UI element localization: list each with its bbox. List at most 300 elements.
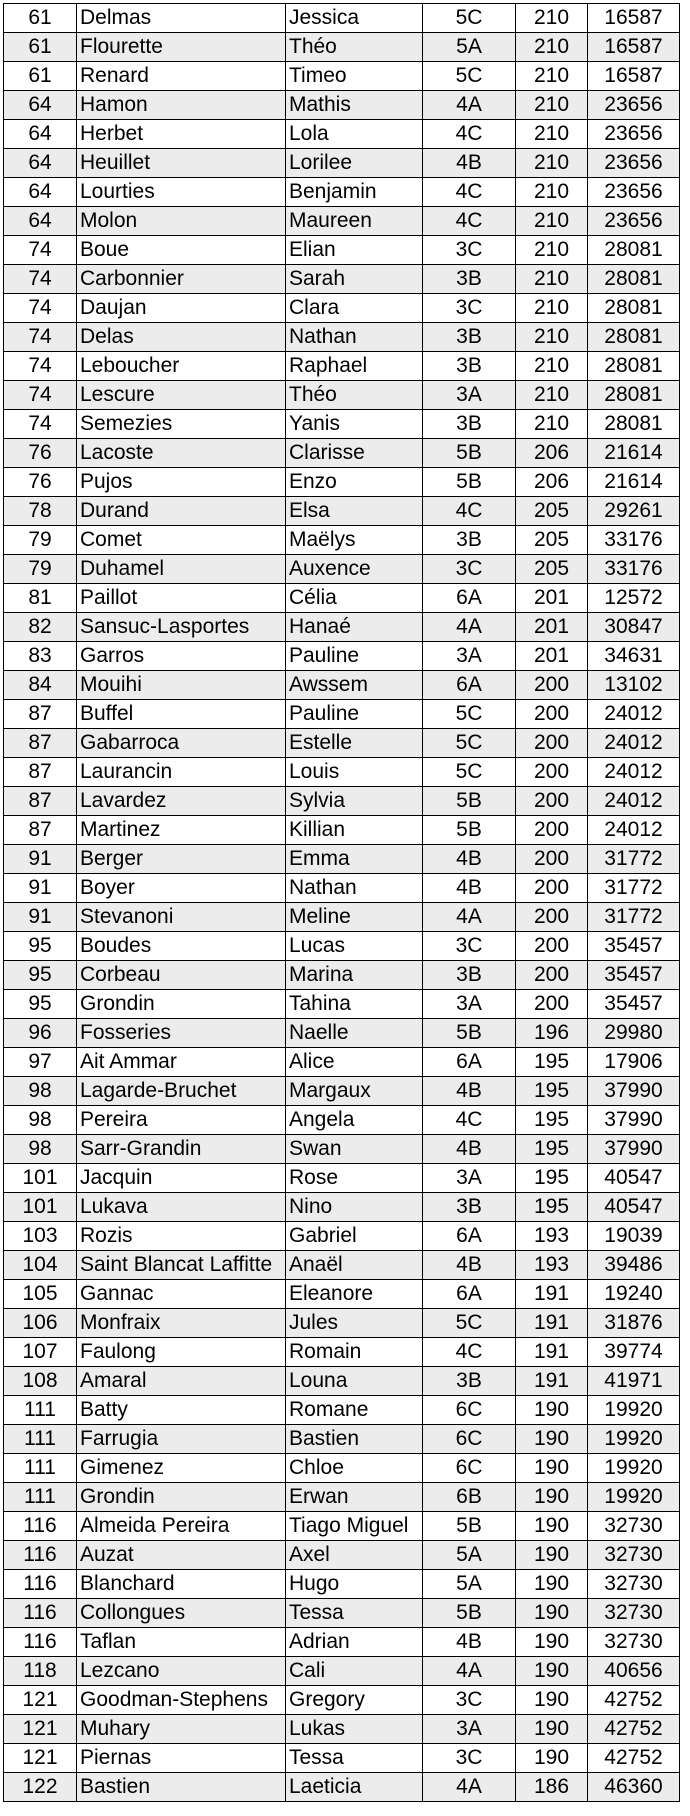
first-name-cell[interactable]: Lukas [286, 1715, 423, 1744]
rank-cell[interactable]: 79 [4, 555, 77, 584]
first-name-cell[interactable]: Cali [286, 1657, 423, 1686]
last-name-cell[interactable]: Goodman-Stephens [77, 1686, 286, 1715]
first-name-cell[interactable]: Tessa [286, 1599, 423, 1628]
first-name-cell[interactable]: Killian [286, 816, 423, 845]
class-cell[interactable]: 4A [423, 91, 516, 120]
score-cell[interactable]: 210 [516, 62, 588, 91]
score-cell[interactable]: 206 [516, 468, 588, 497]
class-cell[interactable]: 3B [423, 526, 516, 555]
rank-cell[interactable]: 121 [4, 1686, 77, 1715]
first-name-cell[interactable]: Mathis [286, 91, 423, 120]
last-name-cell[interactable]: Pujos [77, 468, 286, 497]
rank-cell[interactable]: 82 [4, 613, 77, 642]
class-cell[interactable]: 3C [423, 555, 516, 584]
last-name-cell[interactable]: Farrugia [77, 1425, 286, 1454]
id-cell[interactable]: 30847 [588, 613, 680, 642]
class-cell[interactable]: 4B [423, 1251, 516, 1280]
score-cell[interactable]: 195 [516, 1193, 588, 1222]
score-cell[interactable]: 205 [516, 497, 588, 526]
id-cell[interactable]: 23656 [588, 91, 680, 120]
last-name-cell[interactable]: Hamon [77, 91, 286, 120]
first-name-cell[interactable]: Hanaé [286, 613, 423, 642]
class-cell[interactable]: 3B [423, 323, 516, 352]
last-name-cell[interactable]: Boudes [77, 932, 286, 961]
rank-cell[interactable]: 111 [4, 1454, 77, 1483]
rank-cell[interactable]: 116 [4, 1599, 77, 1628]
last-name-cell[interactable]: Lukava [77, 1193, 286, 1222]
class-cell[interactable]: 3A [423, 642, 516, 671]
last-name-cell[interactable]: Lourties [77, 178, 286, 207]
score-cell[interactable]: 200 [516, 845, 588, 874]
id-cell[interactable]: 19920 [588, 1396, 680, 1425]
class-cell[interactable]: 5B [423, 439, 516, 468]
first-name-cell[interactable]: Hugo [286, 1570, 423, 1599]
class-cell[interactable]: 5C [423, 758, 516, 787]
last-name-cell[interactable]: Gimenez [77, 1454, 286, 1483]
first-name-cell[interactable]: Maëlys [286, 526, 423, 555]
class-cell[interactable]: 6B [423, 1483, 516, 1512]
first-name-cell[interactable]: Emma [286, 845, 423, 874]
id-cell[interactable]: 19920 [588, 1454, 680, 1483]
id-cell[interactable]: 33176 [588, 555, 680, 584]
last-name-cell[interactable]: Garros [77, 642, 286, 671]
rank-cell[interactable]: 87 [4, 700, 77, 729]
last-name-cell[interactable]: Berger [77, 845, 286, 874]
score-cell[interactable]: 201 [516, 642, 588, 671]
last-name-cell[interactable]: Laurancin [77, 758, 286, 787]
first-name-cell[interactable]: Gregory [286, 1686, 423, 1715]
first-name-cell[interactable]: Bastien [286, 1425, 423, 1454]
first-name-cell[interactable]: Jules [286, 1309, 423, 1338]
id-cell[interactable]: 23656 [588, 207, 680, 236]
class-cell[interactable]: 6A [423, 1048, 516, 1077]
class-cell[interactable]: 4C [423, 1338, 516, 1367]
score-cell[interactable]: 200 [516, 874, 588, 903]
class-cell[interactable]: 3A [423, 1164, 516, 1193]
rank-cell[interactable]: 116 [4, 1628, 77, 1657]
rank-cell[interactable]: 74 [4, 381, 77, 410]
id-cell[interactable]: 39774 [588, 1338, 680, 1367]
rank-cell[interactable]: 106 [4, 1309, 77, 1338]
first-name-cell[interactable]: Gabriel [286, 1222, 423, 1251]
class-cell[interactable]: 4A [423, 903, 516, 932]
last-name-cell[interactable]: Gannac [77, 1280, 286, 1309]
score-cell[interactable]: 210 [516, 120, 588, 149]
class-cell[interactable]: 5C [423, 62, 516, 91]
last-name-cell[interactable]: Grondin [77, 990, 286, 1019]
first-name-cell[interactable]: Sarah [286, 265, 423, 294]
first-name-cell[interactable]: Margaux [286, 1077, 423, 1106]
score-cell[interactable]: 210 [516, 410, 588, 439]
rank-cell[interactable]: 74 [4, 410, 77, 439]
score-cell[interactable]: 193 [516, 1251, 588, 1280]
score-cell[interactable]: 195 [516, 1135, 588, 1164]
score-cell[interactable]: 210 [516, 236, 588, 265]
score-cell[interactable]: 191 [516, 1338, 588, 1367]
last-name-cell[interactable]: Fosseries [77, 1019, 286, 1048]
rank-cell[interactable]: 116 [4, 1541, 77, 1570]
class-cell[interactable]: 5A [423, 1570, 516, 1599]
last-name-cell[interactable]: Buffel [77, 700, 286, 729]
class-cell[interactable]: 3B [423, 961, 516, 990]
rank-cell[interactable]: 81 [4, 584, 77, 613]
class-cell[interactable]: 6A [423, 1280, 516, 1309]
score-cell[interactable]: 206 [516, 439, 588, 468]
last-name-cell[interactable]: Jacquin [77, 1164, 286, 1193]
first-name-cell[interactable]: Chloe [286, 1454, 423, 1483]
last-name-cell[interactable]: Corbeau [77, 961, 286, 990]
score-cell[interactable]: 200 [516, 787, 588, 816]
first-name-cell[interactable]: Swan [286, 1135, 423, 1164]
id-cell[interactable]: 24012 [588, 729, 680, 758]
rank-cell[interactable]: 111 [4, 1396, 77, 1425]
id-cell[interactable]: 40547 [588, 1164, 680, 1193]
score-cell[interactable]: 200 [516, 990, 588, 1019]
rank-cell[interactable]: 78 [4, 497, 77, 526]
last-name-cell[interactable]: Lescure [77, 381, 286, 410]
score-cell[interactable]: 190 [516, 1657, 588, 1686]
score-cell[interactable]: 200 [516, 961, 588, 990]
first-name-cell[interactable]: Célia [286, 584, 423, 613]
rank-cell[interactable]: 91 [4, 845, 77, 874]
score-cell[interactable]: 190 [516, 1715, 588, 1744]
last-name-cell[interactable]: Stevanoni [77, 903, 286, 932]
first-name-cell[interactable]: Rose [286, 1164, 423, 1193]
last-name-cell[interactable]: Duhamel [77, 555, 286, 584]
rank-cell[interactable]: 98 [4, 1106, 77, 1135]
score-cell[interactable]: 210 [516, 91, 588, 120]
id-cell[interactable]: 33176 [588, 526, 680, 555]
last-name-cell[interactable]: Collongues [77, 1599, 286, 1628]
score-cell[interactable]: 201 [516, 584, 588, 613]
first-name-cell[interactable]: Erwan [286, 1483, 423, 1512]
first-name-cell[interactable]: Nino [286, 1193, 423, 1222]
id-cell[interactable]: 35457 [588, 961, 680, 990]
class-cell[interactable]: 4C [423, 207, 516, 236]
rank-cell[interactable]: 95 [4, 932, 77, 961]
class-cell[interactable]: 6A [423, 1222, 516, 1251]
score-cell[interactable]: 210 [516, 4, 588, 33]
last-name-cell[interactable]: Lavardez [77, 787, 286, 816]
score-cell[interactable]: 191 [516, 1280, 588, 1309]
rank-cell[interactable]: 79 [4, 526, 77, 555]
class-cell[interactable]: 5B [423, 1599, 516, 1628]
id-cell[interactable]: 23656 [588, 120, 680, 149]
score-cell[interactable]: 190 [516, 1599, 588, 1628]
class-cell[interactable]: 3A [423, 381, 516, 410]
rank-cell[interactable]: 87 [4, 787, 77, 816]
rank-cell[interactable]: 116 [4, 1512, 77, 1541]
last-name-cell[interactable]: Daujan [77, 294, 286, 323]
last-name-cell[interactable]: Semezies [77, 410, 286, 439]
first-name-cell[interactable]: Raphael [286, 352, 423, 381]
id-cell[interactable]: 24012 [588, 700, 680, 729]
score-cell[interactable]: 210 [516, 265, 588, 294]
class-cell[interactable]: 3B [423, 352, 516, 381]
rank-cell[interactable]: 76 [4, 468, 77, 497]
rank-cell[interactable]: 61 [4, 62, 77, 91]
class-cell[interactable]: 4A [423, 1657, 516, 1686]
id-cell[interactable]: 35457 [588, 932, 680, 961]
score-cell[interactable]: 190 [516, 1570, 588, 1599]
rank-cell[interactable]: 74 [4, 323, 77, 352]
class-cell[interactable]: 6A [423, 584, 516, 613]
id-cell[interactable]: 37990 [588, 1077, 680, 1106]
rank-cell[interactable]: 121 [4, 1744, 77, 1773]
class-cell[interactable]: 4C [423, 1106, 516, 1135]
id-cell[interactable]: 31772 [588, 874, 680, 903]
id-cell[interactable]: 21614 [588, 468, 680, 497]
last-name-cell[interactable]: Renard [77, 62, 286, 91]
rank-cell[interactable]: 87 [4, 758, 77, 787]
rank-cell[interactable]: 61 [4, 4, 77, 33]
id-cell[interactable]: 16587 [588, 62, 680, 91]
first-name-cell[interactable]: Naelle [286, 1019, 423, 1048]
last-name-cell[interactable]: Taflan [77, 1628, 286, 1657]
rank-cell[interactable]: 111 [4, 1425, 77, 1454]
last-name-cell[interactable]: Delmas [77, 4, 286, 33]
id-cell[interactable]: 32730 [588, 1512, 680, 1541]
score-cell[interactable]: 190 [516, 1512, 588, 1541]
last-name-cell[interactable]: Ait Ammar [77, 1048, 286, 1077]
class-cell[interactable]: 6A [423, 671, 516, 700]
id-cell[interactable]: 31772 [588, 903, 680, 932]
score-cell[interactable]: 210 [516, 323, 588, 352]
score-cell[interactable]: 190 [516, 1396, 588, 1425]
first-name-cell[interactable]: Anaël [286, 1251, 423, 1280]
rank-cell[interactable]: 84 [4, 671, 77, 700]
rank-cell[interactable]: 105 [4, 1280, 77, 1309]
first-name-cell[interactable]: Clara [286, 294, 423, 323]
class-cell[interactable]: 5B [423, 468, 516, 497]
id-cell[interactable]: 32730 [588, 1570, 680, 1599]
first-name-cell[interactable]: Timeo [286, 62, 423, 91]
first-name-cell[interactable]: Clarisse [286, 439, 423, 468]
first-name-cell[interactable]: Jessica [286, 4, 423, 33]
score-cell[interactable]: 200 [516, 729, 588, 758]
score-cell[interactable]: 195 [516, 1106, 588, 1135]
score-cell[interactable]: 191 [516, 1367, 588, 1396]
rank-cell[interactable]: 101 [4, 1193, 77, 1222]
id-cell[interactable]: 31772 [588, 845, 680, 874]
score-cell[interactable]: 205 [516, 555, 588, 584]
last-name-cell[interactable]: Bastien [77, 1773, 286, 1802]
rank-cell[interactable]: 121 [4, 1715, 77, 1744]
class-cell[interactable]: 5B [423, 787, 516, 816]
first-name-cell[interactable]: Tiago Miguel [286, 1512, 423, 1541]
class-cell[interactable]: 5B [423, 1019, 516, 1048]
score-cell[interactable]: 210 [516, 352, 588, 381]
last-name-cell[interactable]: Blanchard [77, 1570, 286, 1599]
first-name-cell[interactable]: Louis [286, 758, 423, 787]
id-cell[interactable]: 28081 [588, 323, 680, 352]
score-cell[interactable]: 186 [516, 1773, 588, 1802]
last-name-cell[interactable]: Sarr-Grandin [77, 1135, 286, 1164]
rank-cell[interactable]: 76 [4, 439, 77, 468]
id-cell[interactable]: 37990 [588, 1106, 680, 1135]
id-cell[interactable]: 19920 [588, 1483, 680, 1512]
rank-cell[interactable]: 103 [4, 1222, 77, 1251]
score-cell[interactable]: 210 [516, 33, 588, 62]
class-cell[interactable]: 5C [423, 4, 516, 33]
class-cell[interactable]: 4A [423, 613, 516, 642]
score-cell[interactable]: 190 [516, 1454, 588, 1483]
rank-cell[interactable]: 87 [4, 816, 77, 845]
id-cell[interactable]: 41971 [588, 1367, 680, 1396]
score-cell[interactable]: 210 [516, 178, 588, 207]
class-cell[interactable]: 4C [423, 497, 516, 526]
first-name-cell[interactable]: Louna [286, 1367, 423, 1396]
first-name-cell[interactable]: Auxence [286, 555, 423, 584]
rank-cell[interactable]: 98 [4, 1077, 77, 1106]
id-cell[interactable]: 28081 [588, 410, 680, 439]
score-cell[interactable]: 210 [516, 381, 588, 410]
class-cell[interactable]: 4B [423, 874, 516, 903]
last-name-cell[interactable]: Faulong [77, 1338, 286, 1367]
class-cell[interactable]: 6C [423, 1454, 516, 1483]
rank-cell[interactable]: 95 [4, 961, 77, 990]
score-cell[interactable]: 195 [516, 1164, 588, 1193]
first-name-cell[interactable]: Adrian [286, 1628, 423, 1657]
first-name-cell[interactable]: Eleanore [286, 1280, 423, 1309]
rank-cell[interactable]: 61 [4, 33, 77, 62]
class-cell[interactable]: 5C [423, 700, 516, 729]
rank-cell[interactable]: 87 [4, 729, 77, 758]
class-cell[interactable]: 3A [423, 990, 516, 1019]
id-cell[interactable]: 40656 [588, 1657, 680, 1686]
first-name-cell[interactable]: Pauline [286, 642, 423, 671]
first-name-cell[interactable]: Marina [286, 961, 423, 990]
last-name-cell[interactable]: Mouihi [77, 671, 286, 700]
score-cell[interactable]: 200 [516, 816, 588, 845]
first-name-cell[interactable]: Benjamin [286, 178, 423, 207]
class-cell[interactable]: 3B [423, 265, 516, 294]
score-cell[interactable]: 191 [516, 1309, 588, 1338]
class-cell[interactable]: 4B [423, 1077, 516, 1106]
score-cell[interactable]: 196 [516, 1019, 588, 1048]
id-cell[interactable]: 23656 [588, 178, 680, 207]
id-cell[interactable]: 31876 [588, 1309, 680, 1338]
id-cell[interactable]: 32730 [588, 1541, 680, 1570]
id-cell[interactable]: 13102 [588, 671, 680, 700]
id-cell[interactable]: 19039 [588, 1222, 680, 1251]
last-name-cell[interactable]: Rozis [77, 1222, 286, 1251]
id-cell[interactable]: 39486 [588, 1251, 680, 1280]
id-cell[interactable]: 19920 [588, 1425, 680, 1454]
last-name-cell[interactable]: Saint Blancat Laffitte [77, 1251, 286, 1280]
first-name-cell[interactable]: Enzo [286, 468, 423, 497]
first-name-cell[interactable]: Awssem [286, 671, 423, 700]
last-name-cell[interactable]: Flourette [77, 33, 286, 62]
class-cell[interactable]: 5C [423, 1309, 516, 1338]
score-cell[interactable]: 200 [516, 758, 588, 787]
last-name-cell[interactable]: Heuillet [77, 149, 286, 178]
rank-cell[interactable]: 95 [4, 990, 77, 1019]
first-name-cell[interactable]: Lucas [286, 932, 423, 961]
last-name-cell[interactable]: Boue [77, 236, 286, 265]
score-cell[interactable]: 190 [516, 1628, 588, 1657]
rank-cell[interactable]: 74 [4, 352, 77, 381]
id-cell[interactable]: 28081 [588, 236, 680, 265]
first-name-cell[interactable]: Laeticia [286, 1773, 423, 1802]
rank-cell[interactable]: 64 [4, 178, 77, 207]
class-cell[interactable]: 5C [423, 729, 516, 758]
score-cell[interactable]: 201 [516, 613, 588, 642]
class-cell[interactable]: 4B [423, 149, 516, 178]
last-name-cell[interactable]: Piernas [77, 1744, 286, 1773]
last-name-cell[interactable]: Muhary [77, 1715, 286, 1744]
last-name-cell[interactable]: Grondin [77, 1483, 286, 1512]
first-name-cell[interactable]: Tessa [286, 1744, 423, 1773]
rank-cell[interactable]: 64 [4, 120, 77, 149]
first-name-cell[interactable]: Alice [286, 1048, 423, 1077]
rank-cell[interactable]: 98 [4, 1135, 77, 1164]
score-cell[interactable]: 190 [516, 1686, 588, 1715]
score-cell[interactable]: 190 [516, 1541, 588, 1570]
last-name-cell[interactable]: Auzat [77, 1541, 286, 1570]
last-name-cell[interactable]: Lezcano [77, 1657, 286, 1686]
last-name-cell[interactable]: Comet [77, 526, 286, 555]
first-name-cell[interactable]: Pauline [286, 700, 423, 729]
score-cell[interactable]: 210 [516, 294, 588, 323]
rank-cell[interactable]: 97 [4, 1048, 77, 1077]
rank-cell[interactable]: 64 [4, 149, 77, 178]
first-name-cell[interactable]: Théo [286, 33, 423, 62]
last-name-cell[interactable]: Durand [77, 497, 286, 526]
score-cell[interactable]: 205 [516, 526, 588, 555]
rank-cell[interactable]: 111 [4, 1483, 77, 1512]
class-cell[interactable]: 4B [423, 1628, 516, 1657]
first-name-cell[interactable]: Axel [286, 1541, 423, 1570]
last-name-cell[interactable]: Pereira [77, 1106, 286, 1135]
id-cell[interactable]: 40547 [588, 1193, 680, 1222]
last-name-cell[interactable]: Delas [77, 323, 286, 352]
score-cell[interactable]: 200 [516, 671, 588, 700]
first-name-cell[interactable]: Théo [286, 381, 423, 410]
class-cell[interactable]: 4A [423, 1773, 516, 1802]
first-name-cell[interactable]: Lola [286, 120, 423, 149]
id-cell[interactable]: 12572 [588, 584, 680, 613]
id-cell[interactable]: 19240 [588, 1280, 680, 1309]
class-cell[interactable]: 6C [423, 1425, 516, 1454]
last-name-cell[interactable]: Lagarde-Bruchet [77, 1077, 286, 1106]
id-cell[interactable]: 24012 [588, 787, 680, 816]
class-cell[interactable]: 5A [423, 1541, 516, 1570]
class-cell[interactable]: 4B [423, 1135, 516, 1164]
first-name-cell[interactable]: Angela [286, 1106, 423, 1135]
first-name-cell[interactable]: Elian [286, 236, 423, 265]
last-name-cell[interactable]: Sansuc-Lasportes [77, 613, 286, 642]
score-cell[interactable]: 193 [516, 1222, 588, 1251]
rank-cell[interactable]: 74 [4, 294, 77, 323]
score-cell[interactable]: 190 [516, 1483, 588, 1512]
first-name-cell[interactable]: Romain [286, 1338, 423, 1367]
id-cell[interactable]: 42752 [588, 1686, 680, 1715]
last-name-cell[interactable]: Paillot [77, 584, 286, 613]
last-name-cell[interactable]: Carbonnier [77, 265, 286, 294]
last-name-cell[interactable]: Monfraix [77, 1309, 286, 1338]
first-name-cell[interactable]: Nathan [286, 323, 423, 352]
id-cell[interactable]: 34631 [588, 642, 680, 671]
id-cell[interactable]: 23656 [588, 149, 680, 178]
first-name-cell[interactable]: Estelle [286, 729, 423, 758]
id-cell[interactable]: 21614 [588, 439, 680, 468]
rank-cell[interactable]: 64 [4, 207, 77, 236]
last-name-cell[interactable]: Molon [77, 207, 286, 236]
class-cell[interactable]: 3C [423, 1744, 516, 1773]
score-cell[interactable]: 195 [516, 1048, 588, 1077]
first-name-cell[interactable]: Nathan [286, 874, 423, 903]
